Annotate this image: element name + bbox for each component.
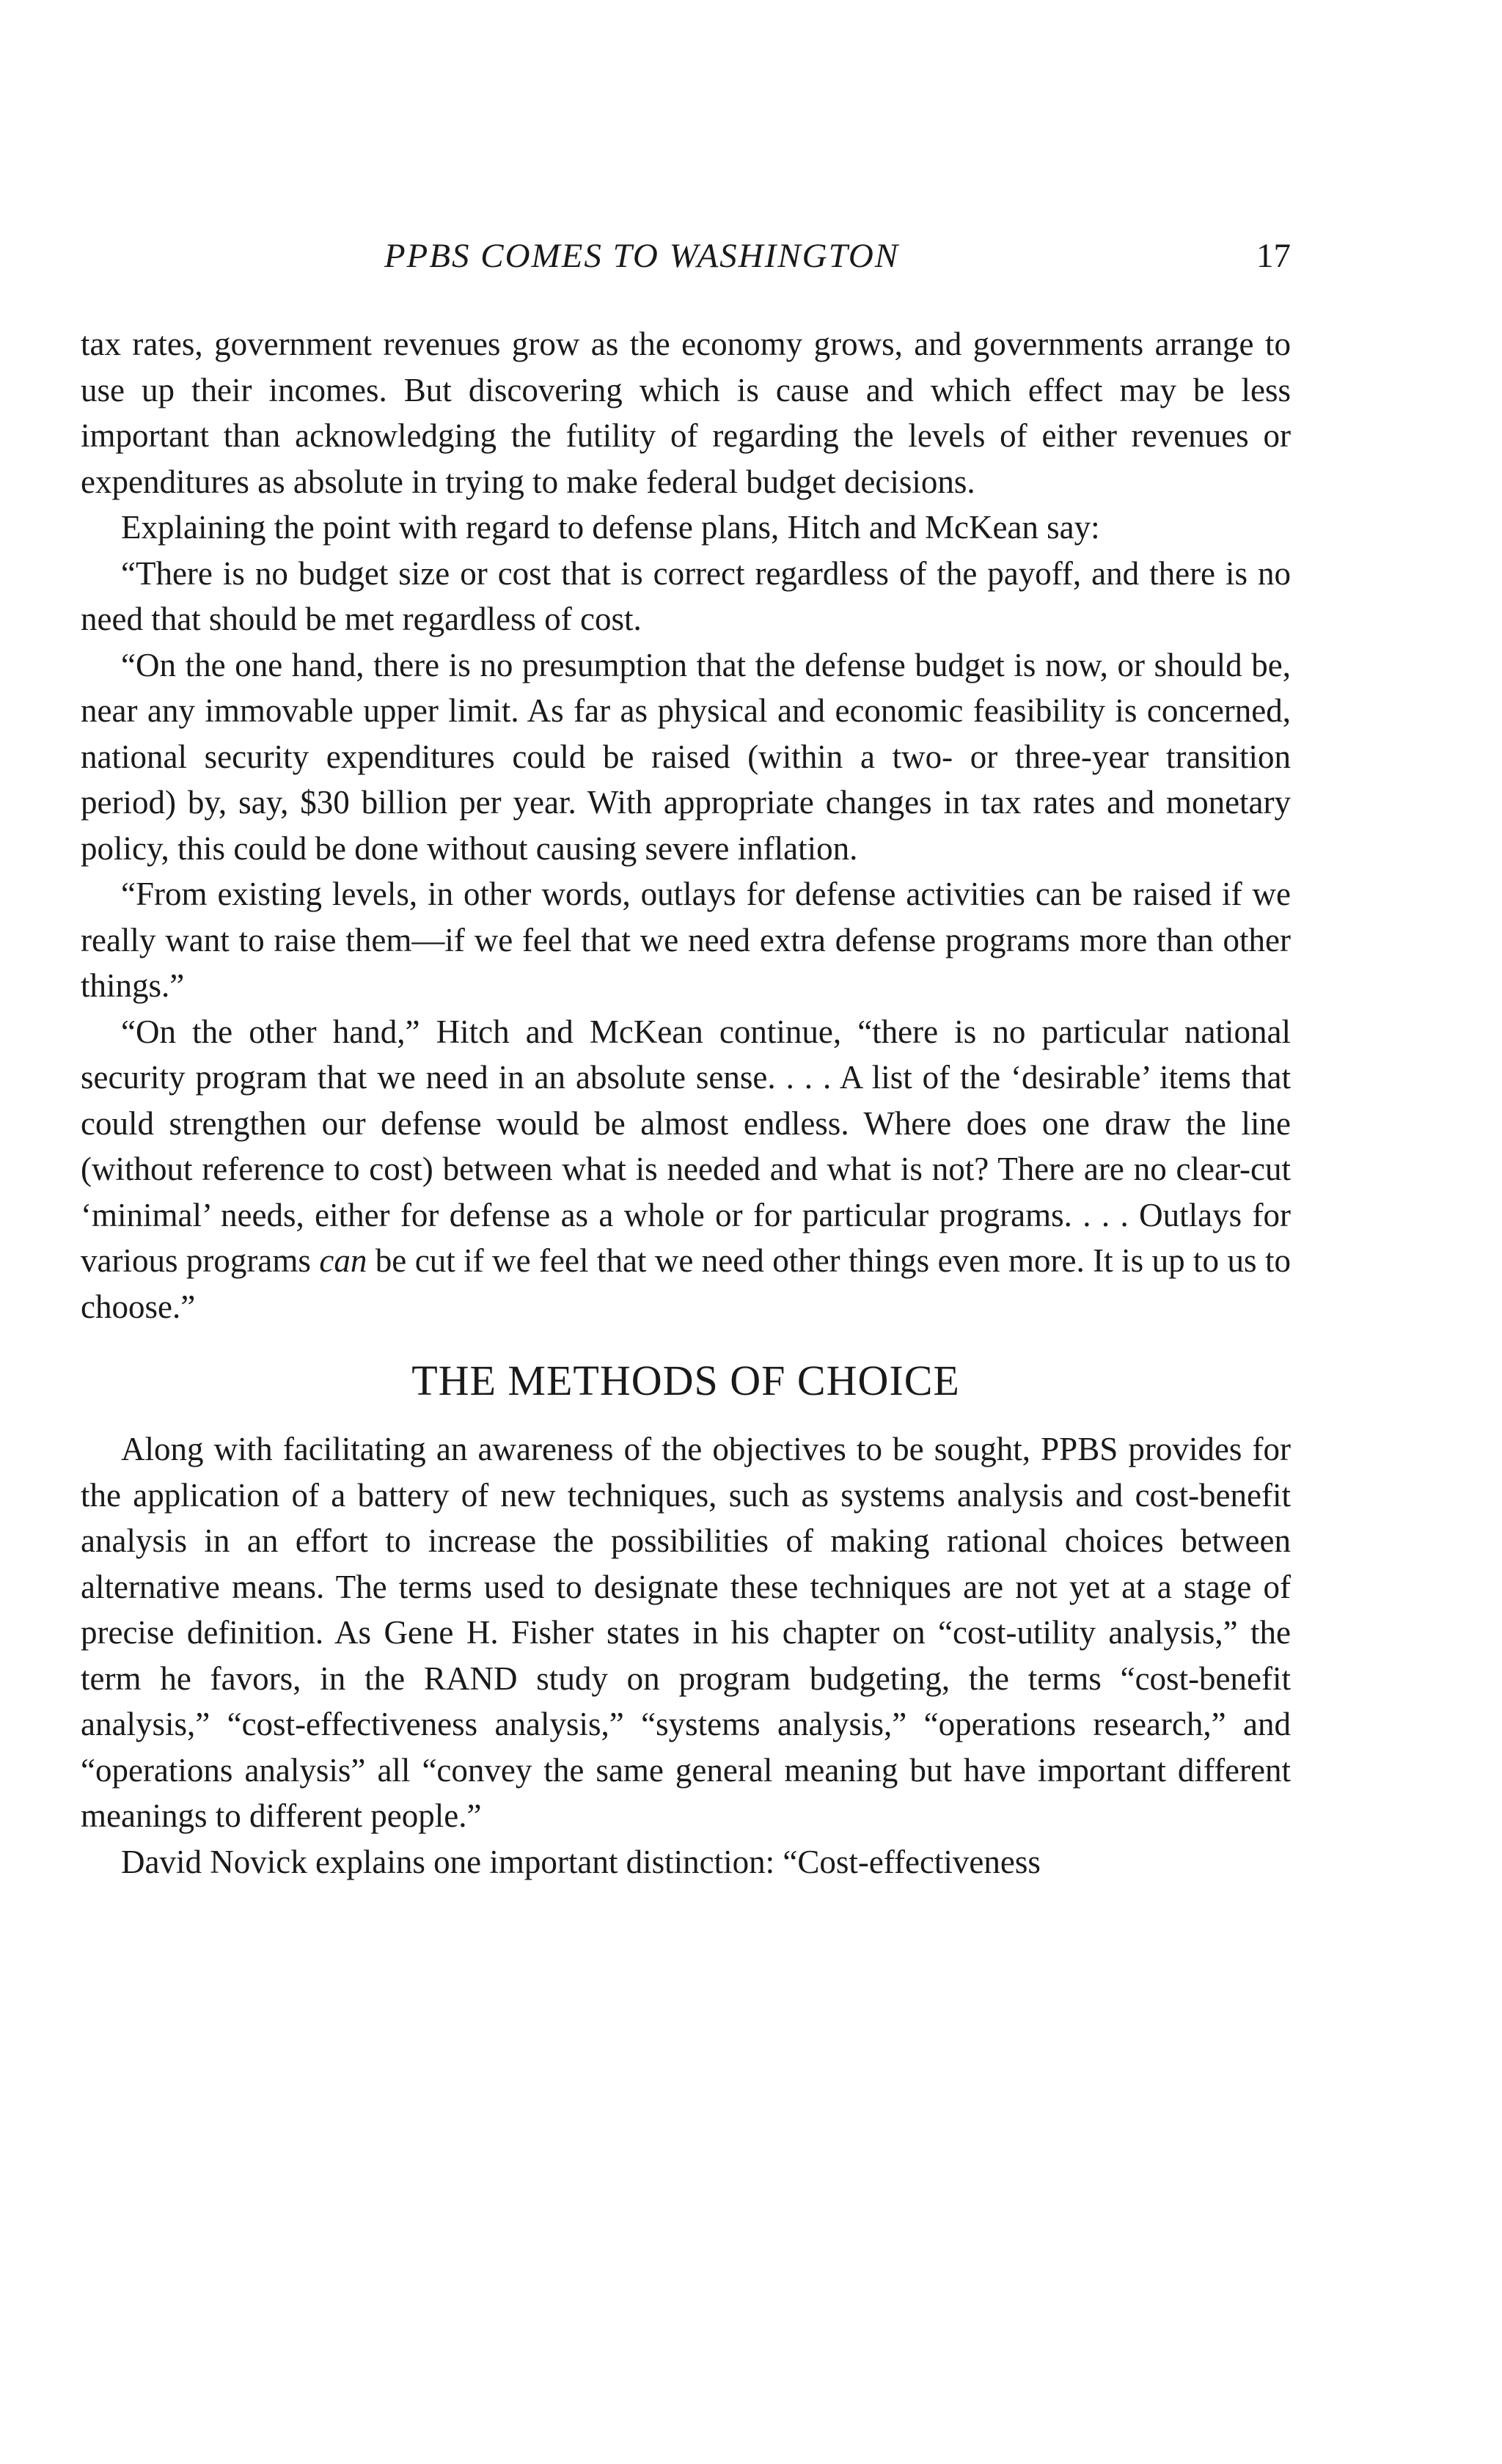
emphasis-can: can bbox=[319, 1242, 367, 1279]
body-text bbox=[81, 321, 1291, 1885]
page-number: 17 bbox=[1256, 237, 1291, 275]
paragraph-methods-intro: Along with facilitating an awareness of the objectives to be sought, PPBS provides for the application of a battery of new techniques, such as systems analysis and cost-benefit analysis in an effort to increase the possibilities of making rational choices between alternative means. The terms used to designate these techniques are not yet at a stage of precise definition. As Gene H. Fisher states in his chapter on “cost-utility analysis,” the term he favors, in the RAND study on program budgeting, the terms “cost-benefit analysis,” “cost-effectiveness analysis,” “systems analysis,” “operations research,” and “operations analysis” all “convey the same general meaning but have important different meanings to different people.” bbox=[81, 1431, 1291, 1834]
paragraph-continued: tax rates, government revenues grow as the economy grows, and governments arrange to use up their incomes. But discovering which is cause and which effect may be less important than acknowledging the futility of regarding the levels of either revenues or expenditures as absolute in trying to make federal budget decisions. bbox=[81, 326, 1291, 500]
paragraph-novick: David Novick explains one important distinction: “Cost-effectiveness bbox=[121, 1843, 1041, 1880]
paragraph-hitch-mckean-intro: Explaining the point with regard to defense plans, Hitch and McKean say: bbox=[121, 509, 1100, 546]
quote-paragraph-budget-size: “There is no budget size or cost that is correct regardless of the payoff, and there is no need that should be met regardless of cost. bbox=[81, 554, 1291, 637]
running-head bbox=[81, 236, 1291, 295]
quote-text-part-2: be cut if we feel that we need other things even more. It is up to us to choose.” bbox=[81, 1242, 1291, 1325]
quote-text-part-1: “On the other hand,” Hitch and McKean continue, “there is no particular national security program that we need in an absolute sense. . . . A list of the ‘desirable’ items that could strengthen our defense would be almost endless. Where does one draw the line (without reference to cost) between what is needed and what is not? There are no clear-cut ‘minimal’ needs, either for defense as a whole or for particular programs. . . . Outlays for various programs bbox=[81, 1013, 1291, 1279]
quote-paragraph-upper-limit: “On the one hand, there is no presumption that the defense budget is now, or should be, near any immovable upper limit. As far as physical and economic feasibility is concerned, national security expenditures could be raised (within a two- or three-year transition period) by, say, $30 billion per year. With appropriate changes in tax rates and monetary policy, this could be done without causing severe inflation. bbox=[81, 646, 1291, 867]
running-title: PPBS COMES TO WASHINGTON bbox=[384, 237, 900, 275]
quote-paragraph-existing-levels: “From existing levels, in other words, outlays for defense activities can be raised if we really want to raise them—if we feel that we need extra defense programs more than other things.” bbox=[81, 876, 1291, 1004]
section-heading: THE METHODS OF CHOICE bbox=[411, 1357, 960, 1404]
quote-paragraph-other-hand bbox=[81, 1009, 1291, 1330]
